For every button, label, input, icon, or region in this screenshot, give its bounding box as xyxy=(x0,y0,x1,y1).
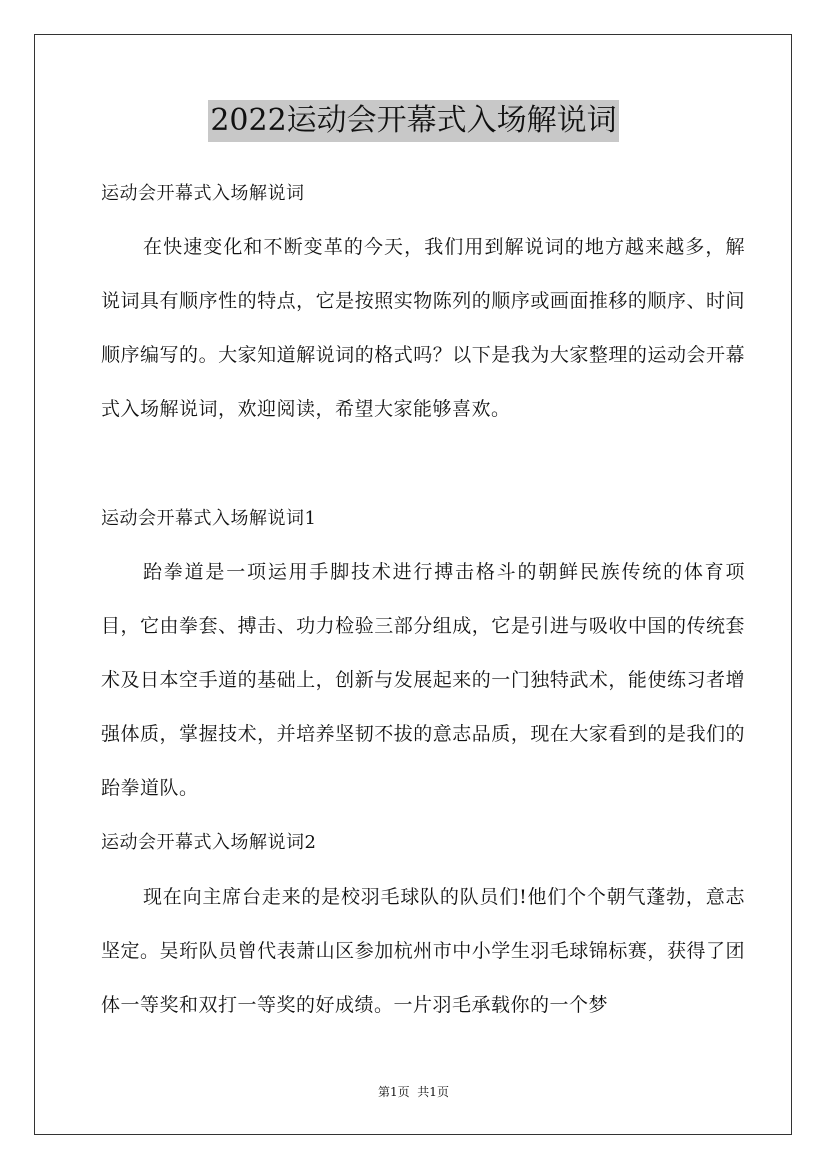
section-1-heading: 运动会开幕式入场解说词1 xyxy=(101,508,317,529)
document-title: 2022运动会开幕式入场解说词 xyxy=(208,100,618,142)
section-1-paragraph: 跆拳道是一项运用手脚技术进行搏击格斗的朝鲜民族传统的体育项目，它由拳套、搏击、功力检验三部分组成，它是引进与吸收中国的传统套术及日本空手道的基础上，创新与发展起来的一门独特武术，能使练习者增强体质，掌握技术，并培养坚韧不拔的意志品质，现在大家看到的是我们的跆拳道队。 xyxy=(101,561,745,799)
section-2-paragraph: 现在向主席台走来的是校羽毛球队的队员们!他们个个朝气蓬勃，意志坚定。吴珩队员曾代表萧山区参加杭州市中小学生羽毛球锦标赛，获得了团体一等奖和双打一等奖的好成绩。一片羽毛承载你的一个梦 xyxy=(101,886,745,1016)
intro-heading: 运动会开幕式入场解说词 xyxy=(101,183,305,204)
intro-paragraph: 在快速变化和不断变革的今天，我们用到解说词的地方越来越多，解说词具有顺序性的特点，它是按照实物陈列的顺序或画面推移的顺序、时间顺序编写的。大家知道解说词的格式吗？以下是我为大家整理的运动会开幕式入场解说词，欢迎阅读，希望大家能够喜欢。 xyxy=(101,236,745,420)
section-2-heading: 运动会开幕式入场解说词2 xyxy=(101,832,317,853)
title-container xyxy=(0,100,827,142)
page-footer: 第1页 共1页 xyxy=(378,1085,449,1099)
